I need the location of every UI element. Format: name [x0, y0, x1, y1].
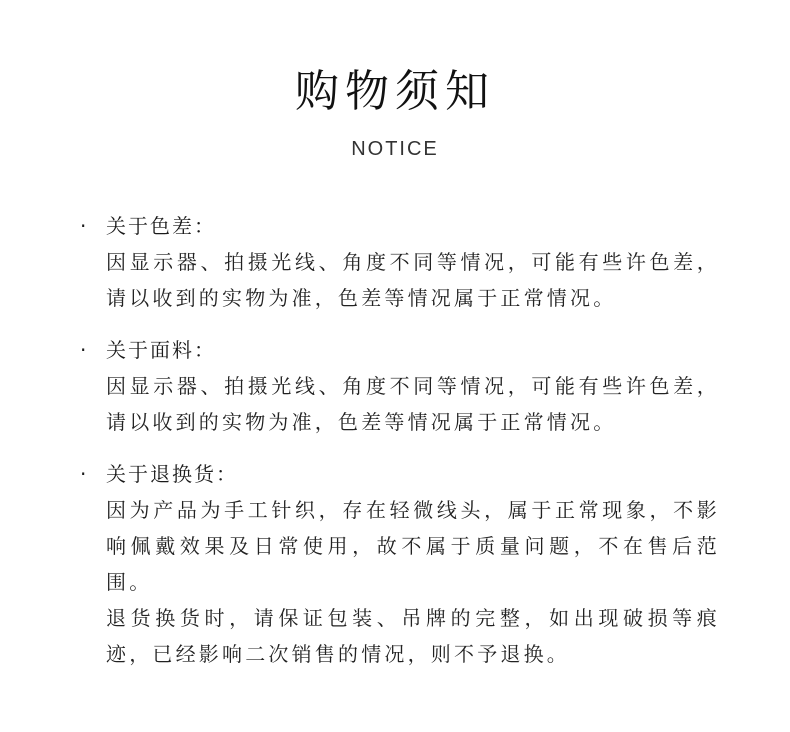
- section-returns: [80, 456, 720, 672]
- notice-header: [0, 62, 790, 162]
- page-title: 购物须知: [295, 66, 495, 117]
- section-title: 关于面料：: [106, 338, 216, 362]
- section-title: 关于退换货：: [106, 462, 238, 486]
- section-paragraph: 因显示器、拍摄光线、角度不同等情况，可能有些许色差，请以收到的实物为准，色差等情况属于正常情况。: [106, 250, 720, 310]
- section-fabric: [80, 332, 720, 440]
- section-color-difference: [80, 208, 720, 316]
- section-heading: [80, 208, 720, 244]
- bullet-dot-icon: ·: [80, 462, 89, 486]
- section-heading: [80, 332, 720, 368]
- section-paragraph: 因为产品为手工针织，存在轻微线头，属于正常现象，不影响佩戴效果及日常使用，故不属于质量问题，不在售后范围。: [106, 498, 720, 594]
- page-subtitle: NOTICE: [351, 138, 439, 160]
- section-title: 关于色差：: [106, 214, 216, 238]
- notice-content: [80, 208, 720, 688]
- section-heading: [80, 456, 720, 492]
- section-paragraph: 退货换货时，请保证包装、吊牌的完整，如出现破损等痕迹，已经影响二次销售的情况，则不予退换。: [106, 606, 720, 666]
- section-paragraph: 因显示器、拍摄光线、角度不同等情况，可能有些许色差，请以收到的实物为准，色差等情况属于正常情况。: [106, 374, 720, 434]
- bullet-dot-icon: ·: [80, 338, 89, 362]
- bullet-dot-icon: ·: [80, 214, 89, 238]
